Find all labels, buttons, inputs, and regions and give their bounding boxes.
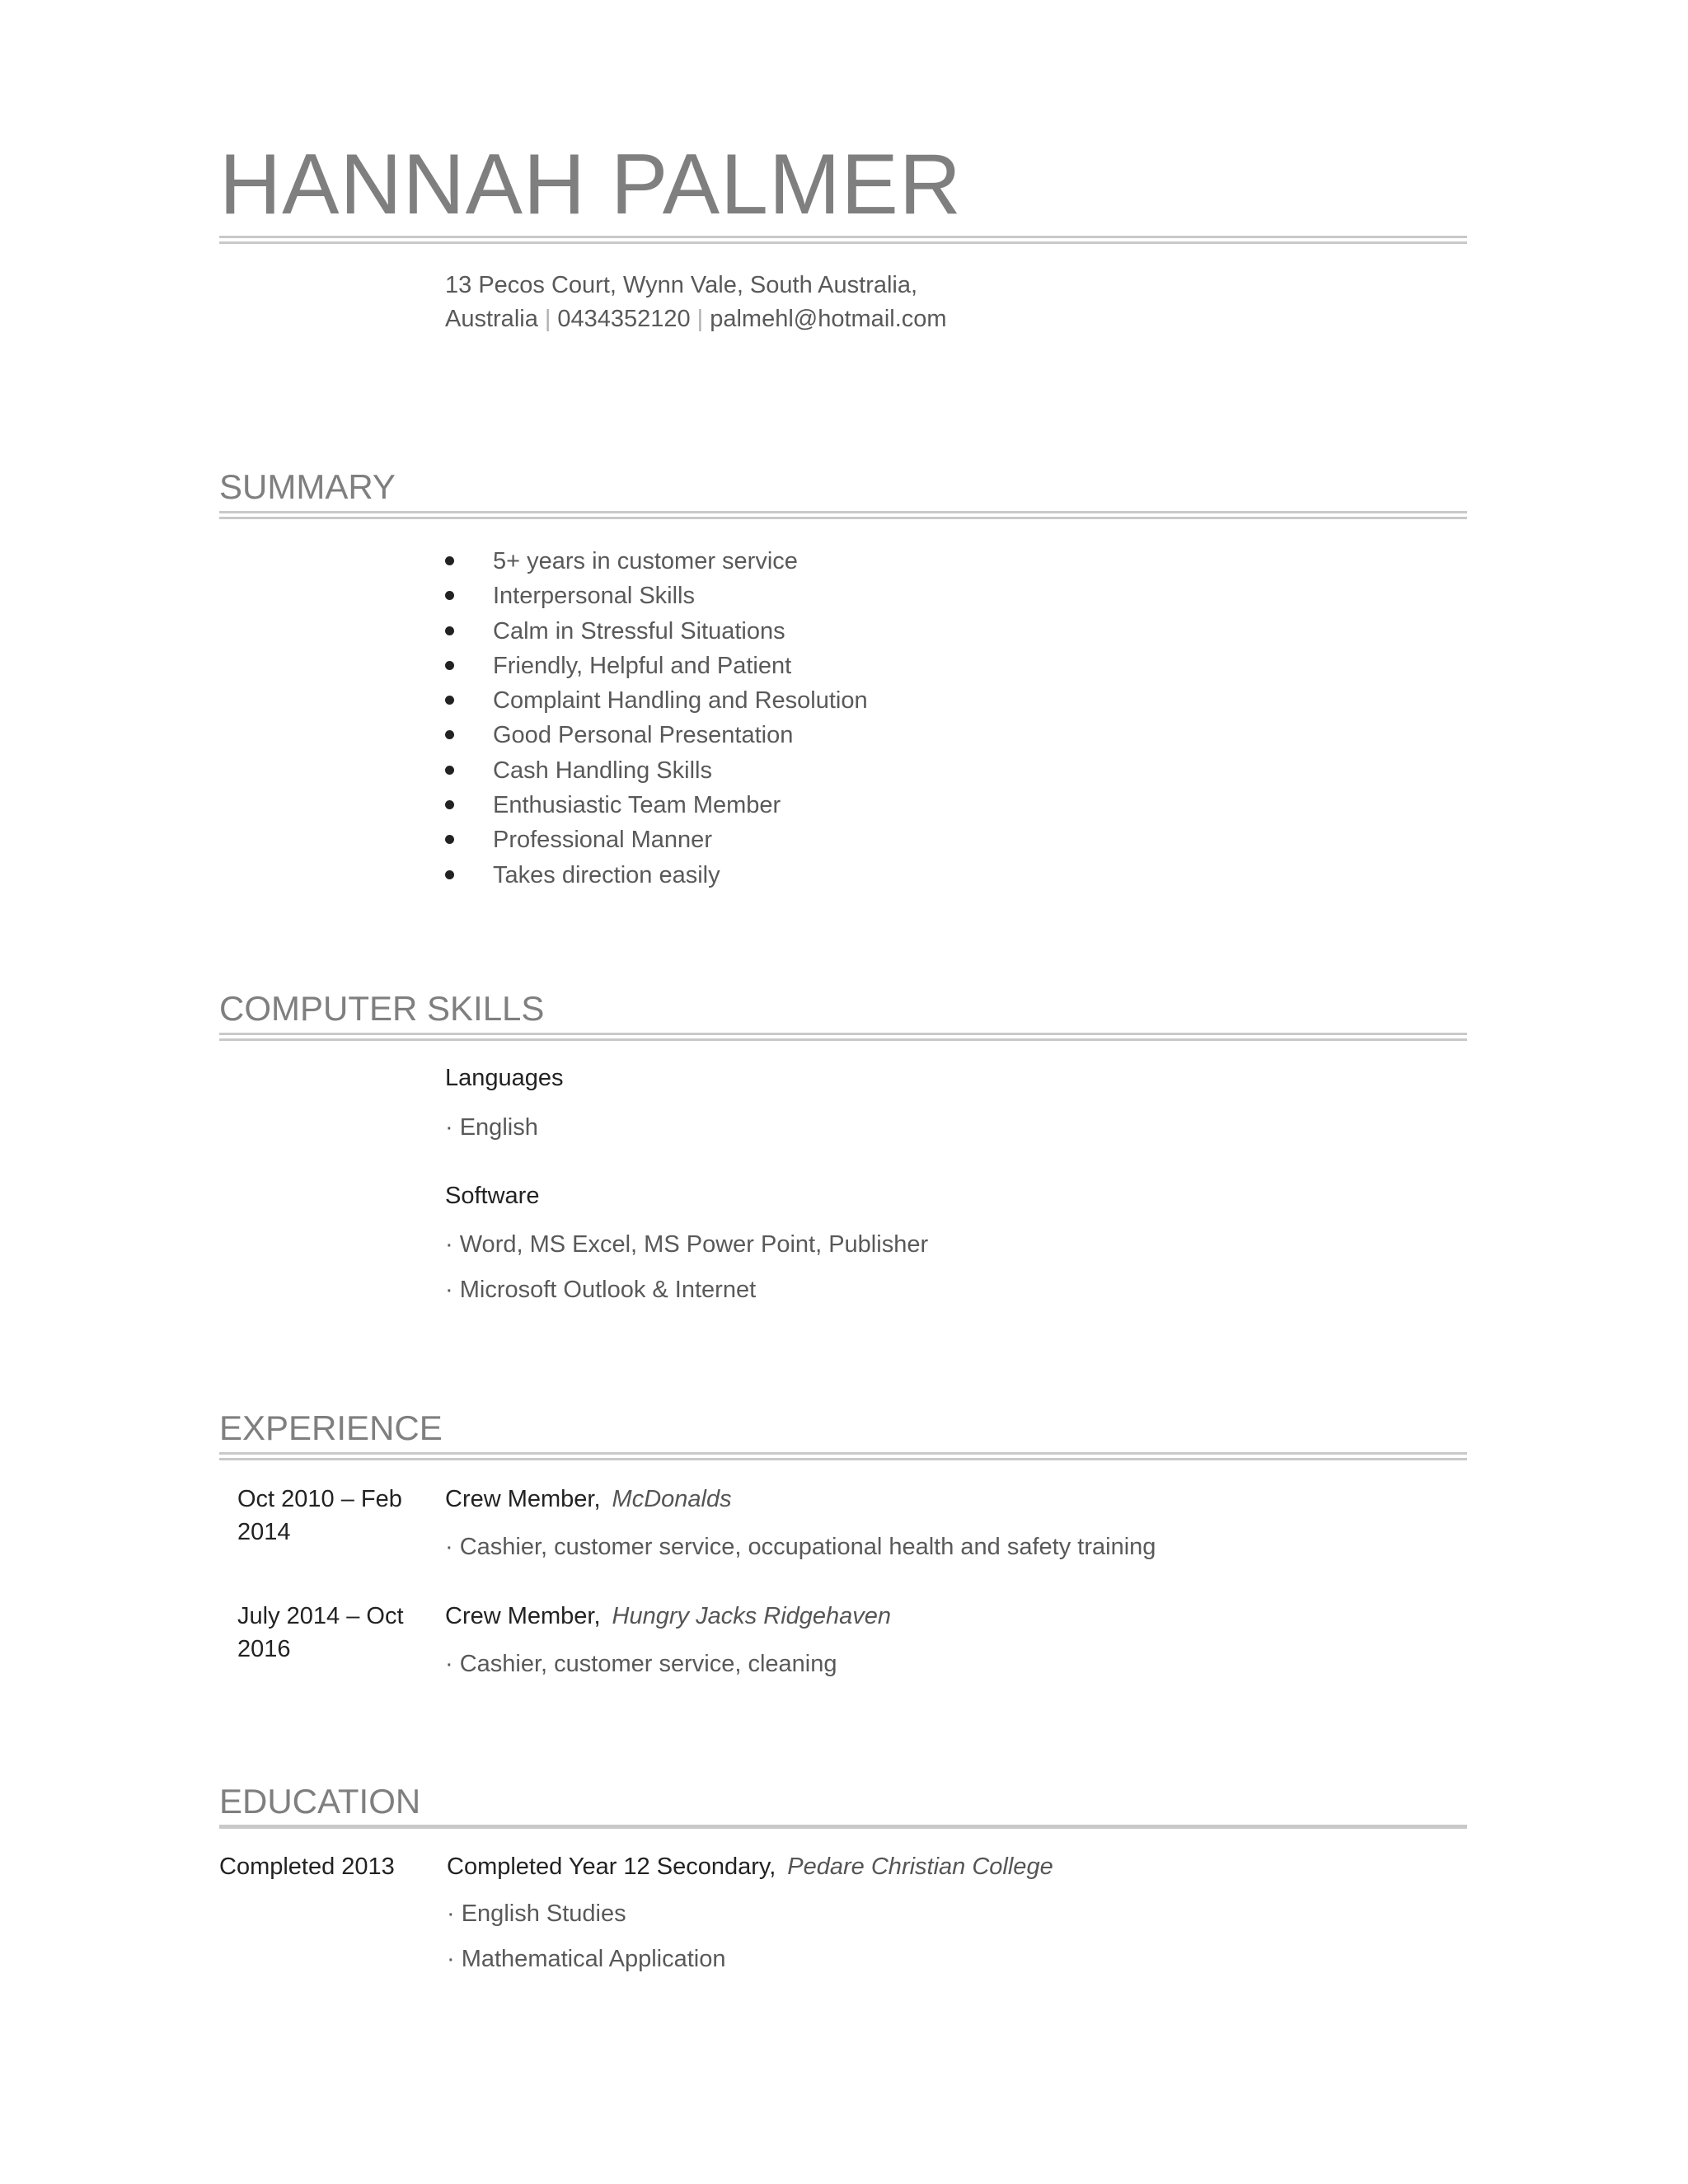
job-role: Crew Member, (445, 1486, 601, 1512)
list-item: Cash Handling Skills (445, 753, 868, 788)
address-line: 13 Pecos Court, Wynn Vale, South Australia, (445, 272, 918, 298)
header-divider (219, 236, 1467, 244)
bullet-icon (445, 870, 454, 879)
job-title (445, 1603, 891, 1630)
job-title (445, 1486, 732, 1513)
bullet-icon (445, 835, 454, 844)
job-detail: · Cashier, customer service, occupational health and safety training (445, 1534, 1156, 1560)
bullet-icon (445, 766, 454, 775)
list-item: Friendly, Helpful and Patient (445, 649, 868, 683)
job-detail: · Cashier, customer service, cleaning (445, 1651, 837, 1677)
email-address: palmehl@hotmail.com (710, 306, 947, 332)
job-company: McDonalds (612, 1486, 732, 1512)
phone-number: 0434352120 (557, 306, 691, 332)
list-item: Complaint Handling and Resolution (445, 683, 868, 718)
language-item: · English (445, 1114, 538, 1141)
education-title (447, 1854, 1053, 1881)
summary-divider (219, 511, 1467, 519)
summary-heading: SUMMARY (219, 467, 396, 506)
list-item: Enthusiastic Team Member (445, 788, 868, 823)
education-heading: EDUCATION (219, 1782, 421, 1821)
candidate-name: HANNAH PALMER (219, 137, 963, 232)
contact-separator: | (696, 306, 704, 332)
contact-block (445, 269, 947, 336)
education-subject: · English Studies (447, 1900, 626, 1927)
bullet-icon (445, 591, 454, 600)
bullet-icon (445, 730, 454, 739)
contact-country: Australia (445, 306, 538, 332)
job-date: July 2014 – Oct 2016 (237, 1603, 404, 1662)
education-date: Completed 2013 (219, 1854, 395, 1880)
list-item: Professional Manner (445, 823, 868, 857)
list-item: Calm in Stressful Situations (445, 614, 868, 649)
computer-skills-divider (219, 1033, 1467, 1041)
contact-line (445, 302, 947, 336)
list-item: Takes direction easily (445, 858, 868, 893)
summary-list (445, 544, 868, 893)
bullet-icon (445, 696, 454, 705)
languages-label: Languages (445, 1065, 564, 1091)
bullet-icon (445, 800, 454, 809)
list-item: Interpersonal Skills (445, 579, 868, 613)
experience-heading: EXPERIENCE (219, 1408, 443, 1447)
software-label: Software (445, 1183, 540, 1209)
education-school: Pedare Christian College (787, 1854, 1053, 1880)
bullet-icon (445, 626, 454, 635)
job-date: Oct 2010 – Feb 2014 (237, 1486, 402, 1545)
computer-skills-heading: COMPUTER SKILLS (219, 989, 545, 1028)
list-item: 5+ years in customer service (445, 544, 868, 579)
bullet-icon (445, 661, 454, 670)
contact-separator: | (544, 306, 551, 332)
bullet-icon (445, 556, 454, 565)
education-subject: · Mathematical Application (447, 1946, 726, 1972)
education-divider (219, 1825, 1467, 1829)
software-item: · Microsoft Outlook & Internet (445, 1277, 757, 1303)
job-role: Crew Member, (445, 1603, 601, 1629)
job-company: Hungry Jacks Ridgehaven (612, 1603, 892, 1629)
education-qualification: Completed Year 12 Secondary, (447, 1854, 776, 1880)
experience-divider (219, 1452, 1467, 1460)
list-item: Good Personal Presentation (445, 718, 868, 752)
software-item: · Word, MS Excel, MS Power Point, Publisher (445, 1231, 929, 1258)
